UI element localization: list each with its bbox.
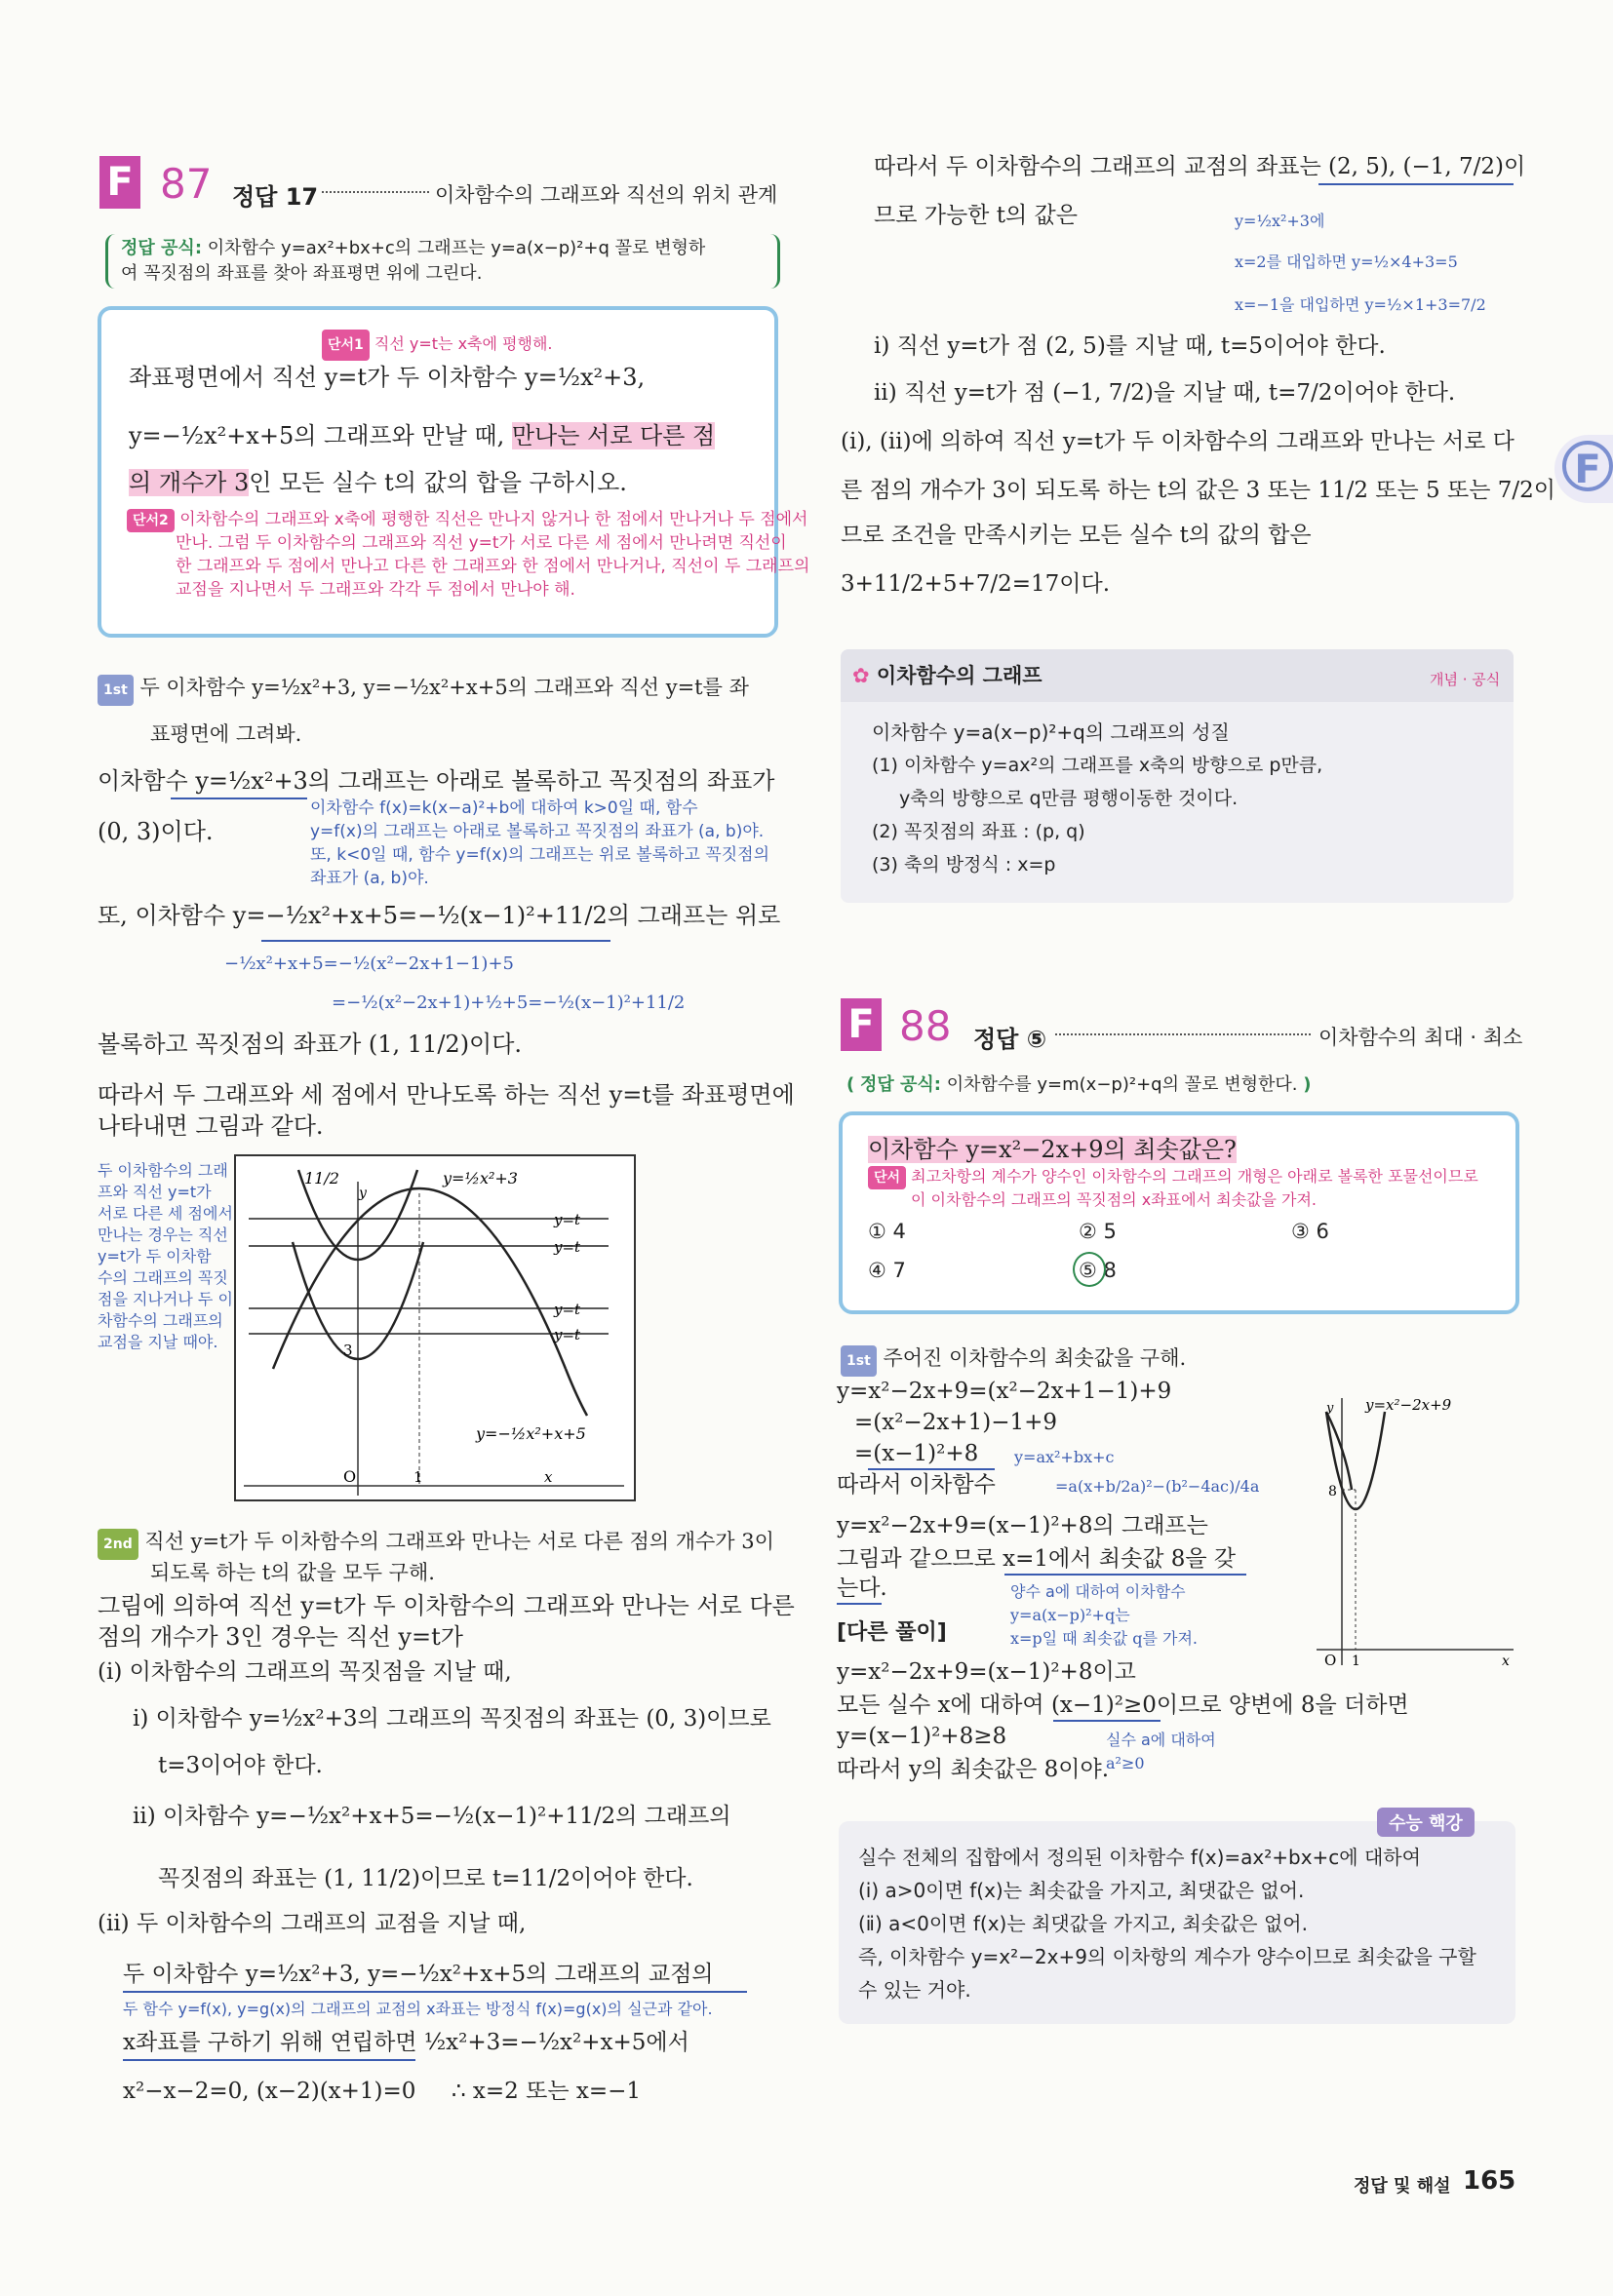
- right-note-2: x=2를 대입하면 y=½×4+3=5: [1235, 253, 1458, 271]
- right-body-8: 3+11/2+5+7/2=17이다.: [841, 571, 1111, 597]
- label-top: 11/2: [304, 1169, 339, 1187]
- answer-label: 정답 17: [232, 183, 319, 211]
- step2-title-2: 되도록 하는 t의 값을 모두 구해.: [150, 1561, 435, 1584]
- step2-body-1: 그림에 의하여 직선 y=t가 두 이차함수의 그래프와 만나는 서로 다른: [98, 1592, 795, 1619]
- leader-dots: [322, 191, 429, 193]
- sol-title-text: 주어진 이차함수의 최솟값을 구해.: [883, 1346, 1187, 1370]
- problem-line-3b: 인 모든 실수 t의 값의 합을 구하시오.: [249, 469, 627, 496]
- graph-note-line: 만나는 경우는 직선: [98, 1226, 228, 1244]
- problem-number: 87: [160, 160, 213, 208]
- concept-title: 이차함수의 그래프: [876, 664, 1043, 687]
- graph-note-line: 수의 그래프의 꼭짓: [98, 1268, 228, 1287]
- concept-l1: 이차함수 y=a(x−p)²+q의 그래프의 성질: [872, 720, 1230, 744]
- underline-2: [261, 940, 610, 942]
- note-4: 좌표가 (a, b)야.: [310, 869, 429, 888]
- note-2: y=f(x)의 그래프는 아래로 볼록하고 꼭짓점의 좌표가 (a, b)야.: [310, 822, 765, 841]
- label-o: O: [1324, 1652, 1337, 1669]
- step1-body-5: 따라서 두 그래프와 세 점에서 만나도록 하는 직선 y=t를 좌표평면에: [98, 1081, 795, 1109]
- concept-l3: y축의 방향으로 q만큼 평행이동한 것이다.: [899, 788, 1239, 809]
- formula88: [846, 1070, 1311, 1100]
- sol-tag: 1st: [841, 1345, 877, 1377]
- sol-7: 는다.: [837, 1576, 887, 1601]
- formula-line-2: 여 꼭짓점의 좌표를 찾아 좌표평면 위에 그린다.: [121, 263, 483, 284]
- underline-s9: [1053, 1720, 1161, 1722]
- chapter-side-tab: [1554, 435, 1613, 503]
- step1-body-2: (0, 3)이다.: [98, 818, 214, 845]
- sol-note-7: a²≥0: [1106, 1754, 1145, 1772]
- graph-note-line: 서로 다른 세 점에서: [98, 1204, 233, 1223]
- label-t-3: y=t: [554, 1301, 581, 1318]
- sol-note-2: =a(x+b/2a)²−(b²−4ac)/4a: [1055, 1477, 1260, 1496]
- footer-label: 정답 및 해설: [1354, 2176, 1451, 2197]
- problem-highlight-1: 만나는 서로 다른 점: [511, 422, 716, 449]
- formula-line-1: [121, 238, 705, 259]
- sol-4: 따라서 이차함수: [837, 1472, 996, 1498]
- label-f: y=x²−2x+9: [1365, 1396, 1452, 1414]
- formula88-bracket-close: ): [1303, 1074, 1312, 1095]
- underline-3: [123, 1991, 747, 1993]
- hint1-text: 직선 y=t는 x축에 평행해.: [374, 334, 553, 353]
- right-body-6: 른 점의 개수가 3이 되도록 하는 t의 값은 3 또는 11/2 또는 5 또는 7/2이: [841, 478, 1555, 503]
- right-body-2: 므로 가능한 t의 값은: [874, 203, 1078, 228]
- note-5: −½x²+x+5=−½(x²−2x+1−1)+5: [224, 953, 514, 974]
- underline-4: [123, 2059, 415, 2061]
- formula-label: 정답 공식:: [121, 238, 203, 258]
- label-y: y: [1326, 1401, 1334, 1416]
- step1-body-1: 이차함수 y=½x²+3의 그래프는 아래로 볼록하고 꼭짓점의 좌표가: [98, 767, 775, 795]
- case-1: (ⅰ) 이차함수의 그래프의 꼭짓점을 지날 때,: [98, 1659, 512, 1685]
- alt-solution-label: [다른 풀이]: [837, 1620, 947, 1645]
- case-1d: 꼭짓점의 좌표는 (1, 11/2)이므로 t=11/2이어야 한다.: [158, 1866, 693, 1891]
- note-1: 이차함수 f(x)=k(x−a)²+b에 대하여 k>0일 때, 함수: [310, 798, 698, 818]
- graph-note-line: 교점을 지날 때야.: [98, 1333, 218, 1351]
- problem-line-2: [129, 421, 715, 450]
- graph-side-note: [98, 1160, 233, 1353]
- step1-title-text: 두 이차함수 y=½x²+3, y=−½x²+x+5의 그래프와 직선 y=t를 좌: [139, 676, 749, 699]
- graph-note-line: 프와 직선 y=t가: [98, 1183, 212, 1201]
- topic-label: 이차함수의 최대 · 최소: [1318, 1026, 1523, 1049]
- concept-l4: (2) 꼭짓점의 좌표 : (p, q): [872, 821, 1085, 842]
- sol-note-6: 실수 a에 대하여: [1106, 1731, 1216, 1749]
- sol-10: y=(x−1)²+8≥8: [837, 1724, 1007, 1749]
- graph-note-line: 점을 지나거나 두 이: [98, 1290, 233, 1308]
- step1-body-4: 볼록하고 꼭짓점의 좌표가 (1, 11/2)이다.: [98, 1031, 523, 1058]
- graph-note-line: 두 이차함수의 그래: [98, 1161, 228, 1180]
- problem88-highlight: 이차함수 y=x²−2x+9의 최솟값은?: [868, 1136, 1237, 1163]
- step2-title-1: [98, 1527, 774, 1560]
- problem-line-1: 좌표평면에서 직선 y=t가 두 이차함수 y=½x²+3,: [129, 364, 646, 391]
- sol-title: [841, 1343, 1186, 1377]
- sol-note-4: y=a(x−p)²+q는: [1010, 1606, 1130, 1624]
- problem-line-3: [129, 468, 627, 497]
- right-note-3: x=−1을 대입하면 y=½×1+3=7/2: [1235, 295, 1486, 314]
- right-body-5: (ⅰ), (ⅱ)에 의하여 직선 y=t가 두 이차함수의 그래프와 만나는 서로 다: [841, 429, 1515, 454]
- concept-title-line: [852, 661, 1043, 690]
- step1-title-2: 표평면에 그려봐.: [150, 722, 302, 746]
- topic-label: 이차함수의 그래프와 직선의 위치 관계: [435, 183, 778, 207]
- label-t-1: y=t: [554, 1211, 581, 1228]
- problem-line-2a: y=−½x²+x+5의 그래프와 만날 때,: [129, 422, 505, 449]
- underline-s7: [837, 1603, 882, 1605]
- formula88-text: 이차함수를 y=m(x−p)²+q의 꼴로 변형한다.: [946, 1074, 1298, 1095]
- problem-highlight-2: 의 개수가 3: [129, 469, 250, 496]
- label-o: O: [343, 1467, 357, 1486]
- label-1: 1: [413, 1468, 423, 1486]
- concept-tag: 개념 · 공식: [1430, 671, 1501, 688]
- sol-note-3: 양수 a에 대하여 이차함수: [1010, 1582, 1186, 1601]
- right-body-1: 따라서 두 이차함수의 그래프의 교점의 좌표는 (2, 5), (−1, 7/2)이: [874, 154, 1526, 179]
- core-l4: 즉, 이차함수 y=x²−2x+9의 이차항의 계수가 양수이므로 최솟값을 구할: [858, 1945, 1476, 1968]
- sol-9: 모든 실수 x에 대하여 (x−1)²≥0이므로 양변에 8을 더하면: [837, 1693, 1409, 1718]
- hint2-text-1: 이차함수의 그래프와 x축에 평행한 직선은 만나지 않거나 한 점에서 만나거나 두 점에서: [179, 510, 808, 529]
- label-t-2: y=t: [554, 1238, 581, 1256]
- label-f1: y=½x²+3: [443, 1169, 518, 1187]
- problem88-hint-tag: 단서: [868, 1166, 906, 1189]
- choice-5[interactable]: ⑤ 8: [1079, 1259, 1117, 1282]
- note-3: 또, k<0일 때, 함수 y=f(x)의 그래프는 위로 볼록하고 꼭짓점의: [310, 845, 769, 865]
- problem88-question: [868, 1135, 1237, 1164]
- sol-6: 그림과 같으므로 x=1에서 최솟값 8을 갖: [837, 1546, 1237, 1572]
- step1-body-6: 나타내면 그림과 같다.: [98, 1112, 324, 1140]
- graph-88: [1297, 1382, 1521, 1675]
- graph-note-line: 차함수의 그래프의: [98, 1311, 223, 1330]
- sol-5: y=x²−2x+9=(x−1)²+8의 그래프는: [837, 1513, 1208, 1538]
- case-2b: x좌표를 구하기 위해 연립하면 ½x²+3=−½x²+x+5에서: [123, 2030, 689, 2055]
- right-note-1: y=½x²+3에: [1235, 212, 1325, 230]
- hint2-line-3: 한 그래프와 두 점에서 만나고 다른 한 그래프와 한 점에서 만나거나, 직선이 두 그래프의: [176, 557, 810, 576]
- formula-text: 이차함수 y=ax²+bx+c의 그래프는 y=a(x−p)²+q 꼴로 변형하: [207, 238, 706, 258]
- formula88-label: 정답 공식:: [859, 1074, 941, 1095]
- section-letter-badge: F: [841, 998, 882, 1051]
- label-x: x: [1502, 1654, 1510, 1669]
- label-f2: y=−½x²+x+5: [476, 1424, 586, 1443]
- note-6: =−½(x²−2x+1)+½+5=−½(x−1)²+11/2: [332, 992, 686, 1013]
- step1-body-3: 또, 이차함수 y=−½x²+x+5=−½(x−1)²+11/2의 그래프는 위로: [98, 902, 781, 929]
- label-1: 1: [1352, 1654, 1360, 1669]
- label-x: x: [544, 1468, 553, 1486]
- hint2-line-1: [127, 509, 807, 532]
- answer-circle-mark: [1073, 1252, 1106, 1287]
- step1-tag: 1st: [98, 675, 134, 706]
- flower-icon: ✿: [852, 664, 870, 687]
- case-2: (ⅱ) 두 이차함수의 그래프의 교점을 지날 때,: [98, 1911, 527, 1936]
- case-2c: x²−x−2=0, (x−2)(x+1)=0 ∴ x=2 또는 x=−1: [123, 2079, 641, 2104]
- sol-11: 따라서 y의 최솟값은 8이야.: [837, 1757, 1110, 1782]
- leader-dots: [1055, 1033, 1311, 1035]
- label-8: 8: [1328, 1484, 1337, 1499]
- hint2-tag: 단서2: [127, 509, 175, 532]
- underline-r1: [1318, 183, 1514, 185]
- sol-3: =(x−1)²+8: [854, 1441, 979, 1466]
- hint1-tag: 단서1: [322, 330, 370, 361]
- chapter-tab-letter: F: [1562, 441, 1613, 491]
- underline-s6: [1004, 1574, 1246, 1576]
- concept-l5: (3) 축의 방정식 : x=p: [872, 854, 1056, 876]
- choice-3[interactable]: ③ 6: [1291, 1220, 1329, 1243]
- sol-2: =(x²−2x+1)−1+9: [854, 1410, 1057, 1435]
- label-3: 3: [343, 1342, 353, 1359]
- sol-note-5: x=p일 때 최솟값 q를 가져.: [1010, 1629, 1198, 1648]
- case-2a: 두 이차함수 y=½x²+3, y=−½x²+x+5의 그래프의 교점의: [123, 1962, 714, 1987]
- hint1: [322, 330, 553, 361]
- label-y: y: [359, 1186, 367, 1201]
- sol-note-1: y=ax²+bx+c: [1014, 1448, 1115, 1466]
- choice-1[interactable]: ① 4: [868, 1220, 906, 1243]
- step1-title-1: [98, 673, 749, 706]
- underline-1: [171, 798, 307, 799]
- concept-l2: (1) 이차함수 y=ax²의 그래프를 x축의 방향으로 p만큼,: [872, 755, 1323, 776]
- step2-body-2: 점의 개수가 3인 경우는 직선 y=t가: [98, 1623, 463, 1651]
- right-body-7: 므로 조건을 만족시키는 모든 실수 t의 값의 합은: [841, 523, 1312, 548]
- sol-1: y=x²−2x+9=(x²−2x+1−1)+9: [837, 1379, 1172, 1404]
- case-1c: ⅱ) 이차함수 y=−½x²+x+5=−½(x−1)²+11/2의 그래프의: [133, 1804, 731, 1829]
- choice-4[interactable]: ④ 7: [868, 1259, 906, 1282]
- case-1a: ⅰ) 이차함수 y=½x²+3의 그래프의 꼭짓점의 좌표는 (0, 3)이므로: [133, 1706, 771, 1732]
- step2-title-text: 직선 y=t가 두 이차함수의 그래프와 만나는 서로 다른 점의 개수가 3이: [144, 1530, 774, 1553]
- case-2-note: 두 함수 y=f(x), y=g(x)의 그래프의 교점의 x좌표는 방정식 f(x)=g(x)의 실근과 같아.: [123, 2000, 713, 2018]
- core-l5: 수 있는 거야.: [858, 1978, 971, 2002]
- choice-2[interactable]: ② 5: [1079, 1220, 1117, 1243]
- answer-label: 정답 ⑤: [973, 1026, 1047, 1053]
- step2-tag: 2nd: [98, 1529, 138, 1560]
- graph-note-line: y=t가 두 이차함: [98, 1247, 212, 1265]
- problem88-hint-1: [868, 1166, 1478, 1189]
- problem88-hint-2: 이 이차함수의 그래프의 꼭짓점의 x좌표에서 최솟값을 가져.: [911, 1190, 1318, 1209]
- hint2-line-2: 만나. 그럼 두 이차함수의 그래프와 직선 y=t가 서로 다른 세 점에서 만나려면 직선이: [176, 533, 787, 553]
- graph-87: [234, 1154, 636, 1501]
- label-t-4: y=t: [554, 1326, 581, 1343]
- section-letter-badge: F: [99, 156, 140, 209]
- page-number: 165: [1463, 2166, 1516, 2196]
- core-l3: (ⅱ) a<0이면 f(x)는 최댓값을 가지고, 최솟값은 없어.: [858, 1912, 1308, 1935]
- case-1b: t=3이어야 한다.: [158, 1753, 323, 1778]
- right-body-4: ⅱ) 직선 y=t가 점 (−1, 7/2)을 지날 때, t=7/2이어야 한다.: [874, 380, 1456, 406]
- core-tag: 수능 핵강: [1377, 1808, 1475, 1837]
- sol-8: y=x²−2x+9=(x−1)²+8이고: [837, 1659, 1136, 1685]
- hint2-line-4: 교점을 지나면서 두 그래프와 각각 두 점에서 만나야 해.: [176, 580, 575, 600]
- problem88-hint-text-1: 최고차항의 계수가 양수인 이차함수의 그래프의 개형은 아래로 볼록한 포물선이므로: [911, 1167, 1478, 1186]
- formula88-bracket-open: (: [846, 1074, 855, 1095]
- core-l2: (ⅰ) a>0이면 f(x)는 최솟값을 가지고, 최댓값은 없어.: [858, 1879, 1305, 1902]
- problem-number: 88: [899, 1002, 952, 1050]
- right-body-3: ⅰ) 직선 y=t가 점 (2, 5)를 지날 때, t=5이어야 한다.: [874, 333, 1386, 359]
- core-l1: 실수 전체의 집합에서 정의된 이차함수 f(x)=ax²+bx+c에 대하여: [858, 1846, 1421, 1869]
